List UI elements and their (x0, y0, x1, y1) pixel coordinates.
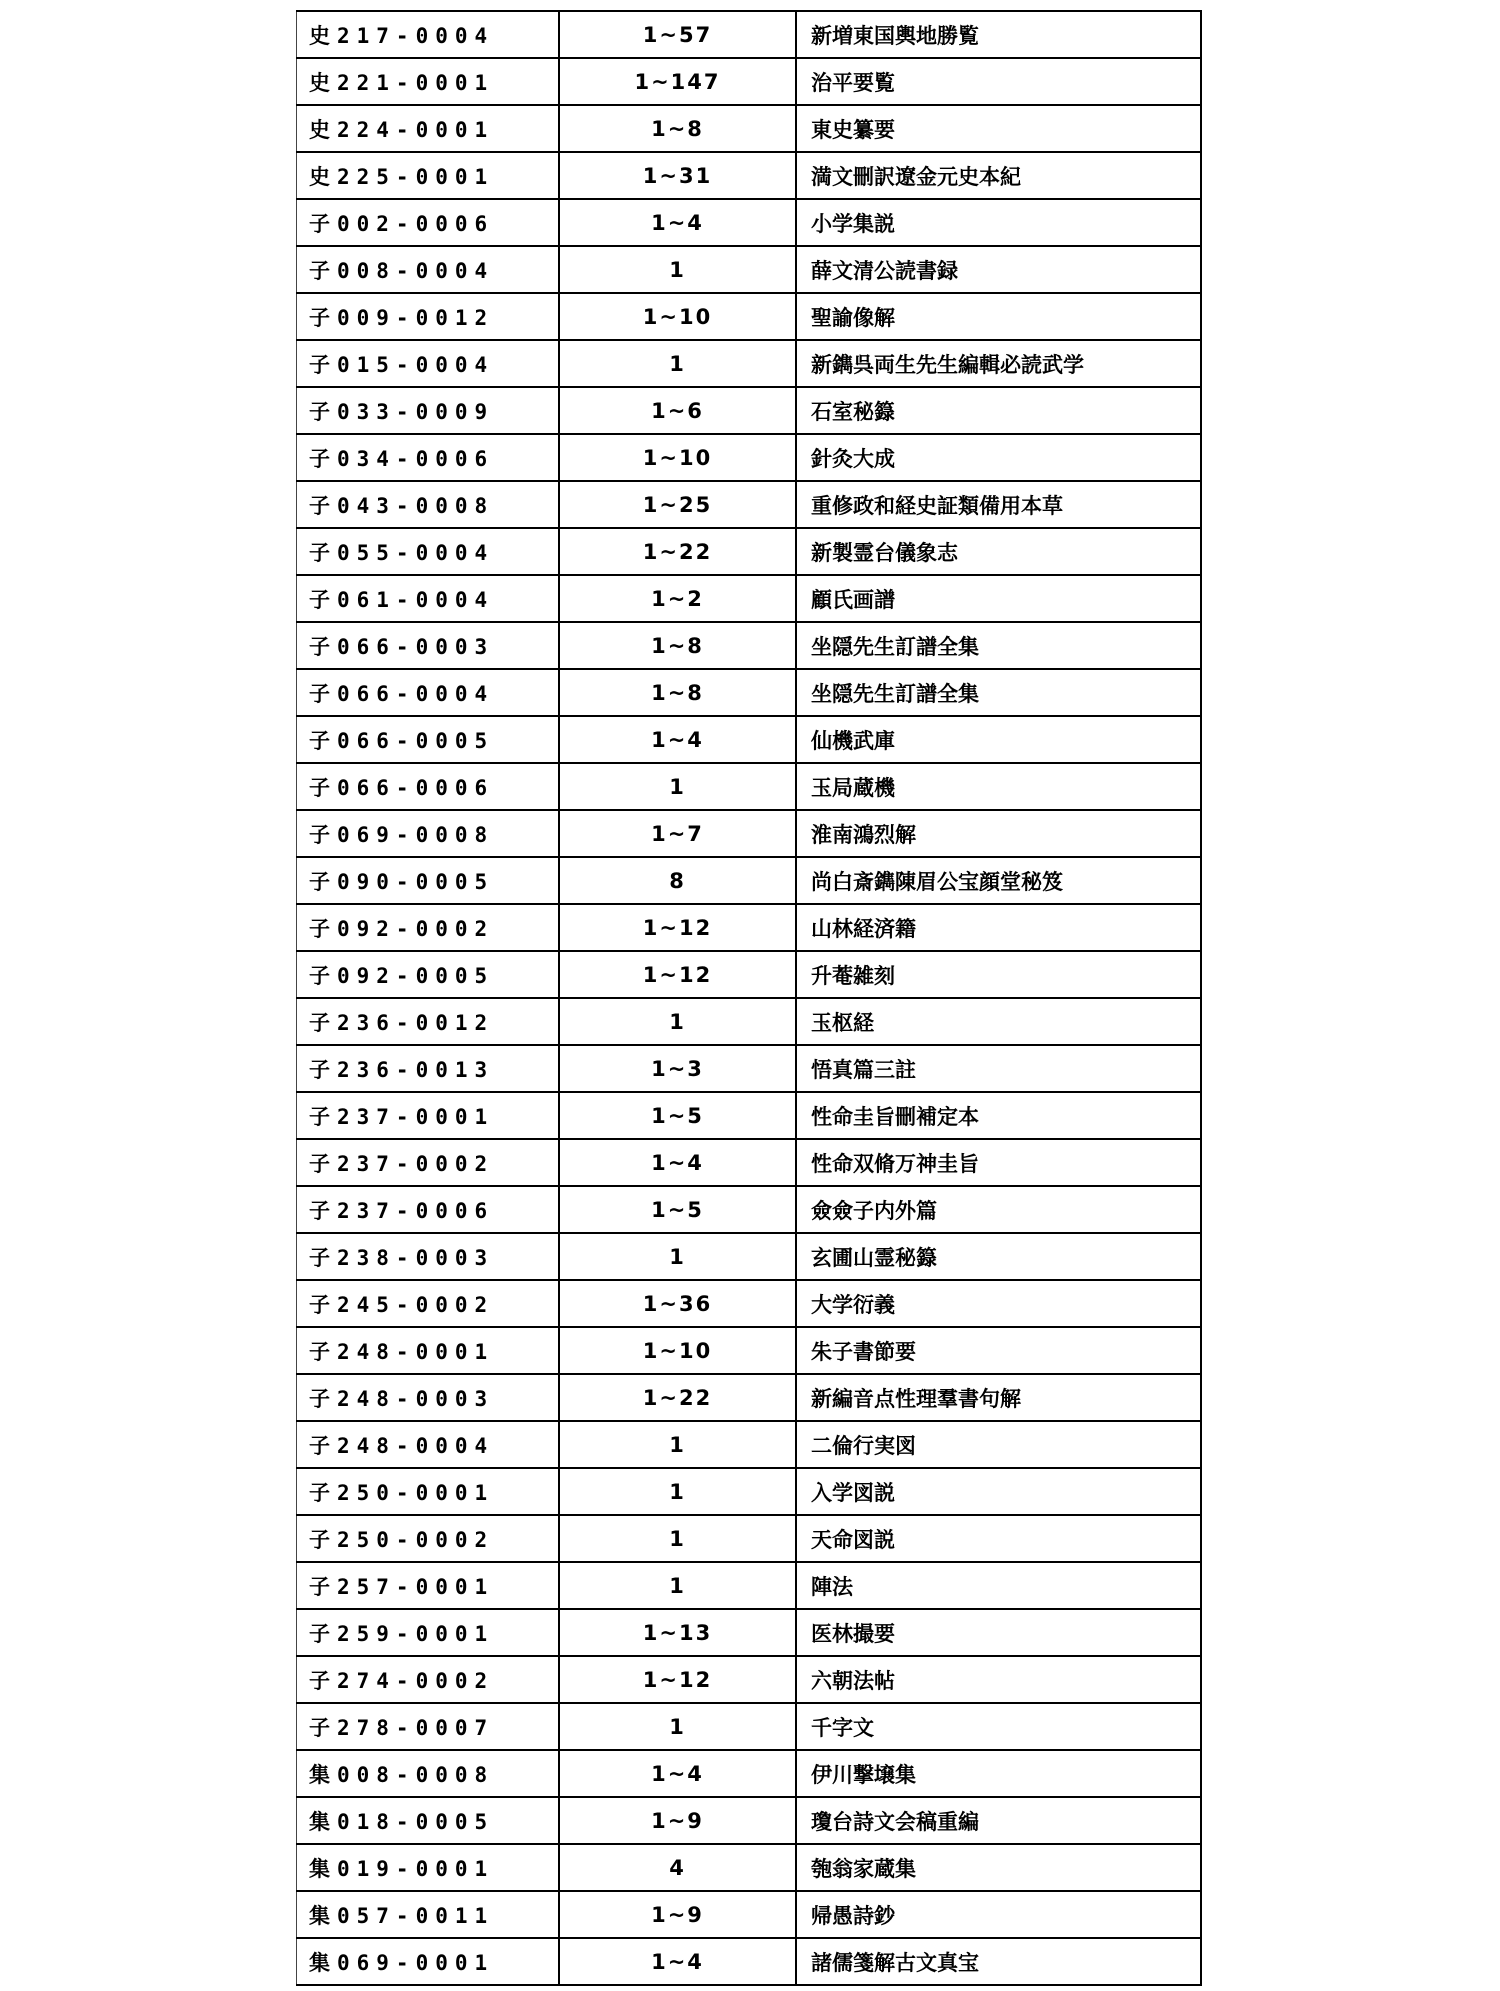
table-row (297, 904, 1202, 951)
call-number-cell: 子090-0005 (297, 857, 560, 904)
table-row (297, 1562, 1202, 1609)
table-row (297, 857, 1202, 904)
title-cell: 陣法 (796, 1562, 1201, 1609)
title-cell: 六朝法帖 (796, 1656, 1201, 1703)
call-number-cell: 子092-0005 (297, 951, 560, 998)
call-number-cell: 子066-0004 (297, 669, 560, 716)
title-cell: 悟真篇三註 (796, 1045, 1201, 1092)
table-row (297, 575, 1202, 622)
volumes-cell: 1~36 (559, 1280, 796, 1327)
table-row (297, 293, 1202, 340)
call-number-cell: 子250-0001 (297, 1468, 560, 1515)
title-cell: 玄圃山霊秘籙 (796, 1233, 1201, 1280)
volumes-cell: 1~4 (559, 199, 796, 246)
title-cell: 朱子書節要 (796, 1327, 1201, 1374)
volumes-cell: 1 (559, 1421, 796, 1468)
table-row (297, 1844, 1202, 1891)
title-cell: 升菴雑刻 (796, 951, 1201, 998)
table-row (297, 528, 1202, 575)
title-cell: 坐隠先生訂譜全集 (796, 622, 1201, 669)
call-number-cell: 子250-0002 (297, 1515, 560, 1562)
table-row (297, 11, 1202, 58)
call-number-cell: 子069-0008 (297, 810, 560, 857)
catalog-table (296, 10, 1202, 1986)
call-number-cell: 集018-0005 (297, 1797, 560, 1844)
title-cell: 仙機武庫 (796, 716, 1201, 763)
call-number-cell: 集057-0011 (297, 1891, 560, 1938)
volumes-cell: 1~9 (559, 1797, 796, 1844)
table-row (297, 1656, 1202, 1703)
table-row (297, 434, 1202, 481)
call-number-cell: 集069-0001 (297, 1938, 560, 1985)
table-row (297, 1703, 1202, 1750)
call-number-cell: 子236-0013 (297, 1045, 560, 1092)
volumes-cell: 1~4 (559, 1938, 796, 1985)
volumes-cell: 1~22 (559, 1374, 796, 1421)
volumes-cell: 1~6 (559, 387, 796, 434)
table-row (297, 1750, 1202, 1797)
title-cell: 満文刪訳遼金元史本紀 (796, 152, 1201, 199)
title-cell: 石室秘籙 (796, 387, 1201, 434)
volumes-cell: 1~10 (559, 293, 796, 340)
call-number-cell: 子033-0009 (297, 387, 560, 434)
table-row (297, 763, 1202, 810)
volumes-cell: 8 (559, 857, 796, 904)
volumes-cell: 1~8 (559, 105, 796, 152)
volumes-cell: 1 (559, 246, 796, 293)
table-row (297, 998, 1202, 1045)
volumes-cell: 1~12 (559, 1656, 796, 1703)
call-number-cell: 子248-0001 (297, 1327, 560, 1374)
volumes-cell: 1~4 (559, 716, 796, 763)
title-cell: 伊川撃壌集 (796, 1750, 1201, 1797)
volumes-cell: 1~7 (559, 810, 796, 857)
volumes-cell: 1~13 (559, 1609, 796, 1656)
table-row (297, 1938, 1202, 1985)
title-cell: 二倫行実図 (796, 1421, 1201, 1468)
table-row (297, 1233, 1202, 1280)
volumes-cell: 1~2 (559, 575, 796, 622)
table-row (297, 951, 1202, 998)
call-number-cell: 子237-0001 (297, 1092, 560, 1139)
catalog-table-body (297, 11, 1202, 1985)
table-row (297, 810, 1202, 857)
call-number-cell: 子015-0004 (297, 340, 560, 387)
table-row (297, 622, 1202, 669)
title-cell: 玉枢経 (796, 998, 1201, 1045)
title-cell: 新鐫呉両生先生編輯必読武学 (796, 340, 1201, 387)
title-cell: 瓊台詩文会稿重編 (796, 1797, 1201, 1844)
table-row (297, 1139, 1202, 1186)
table-row (297, 340, 1202, 387)
call-number-cell: 子009-0012 (297, 293, 560, 340)
table-row (297, 1186, 1202, 1233)
title-cell: 治平要覧 (796, 58, 1201, 105)
table-row (297, 1609, 1202, 1656)
call-number-cell: 子066-0006 (297, 763, 560, 810)
table-row (297, 58, 1202, 105)
title-cell: 小学集説 (796, 199, 1201, 246)
title-cell: 千字文 (796, 1703, 1201, 1750)
table-row (297, 716, 1202, 763)
call-number-cell: 史225-0001 (297, 152, 560, 199)
title-cell: 天命図説 (796, 1515, 1201, 1562)
title-cell: 山林経済籍 (796, 904, 1201, 951)
title-cell: 淮南鴻烈解 (796, 810, 1201, 857)
title-cell: 性命双脩万神圭旨 (796, 1139, 1201, 1186)
table-row (297, 1891, 1202, 1938)
volumes-cell: 1~12 (559, 951, 796, 998)
volumes-cell: 1~57 (559, 11, 796, 58)
title-cell: 尚白斎鐫陳眉公宝顔堂秘笈 (796, 857, 1201, 904)
call-number-cell: 子259-0001 (297, 1609, 560, 1656)
table-row (297, 246, 1202, 293)
title-cell: 性命圭旨刪補定本 (796, 1092, 1201, 1139)
title-cell: 医林撮要 (796, 1609, 1201, 1656)
call-number-cell: 集008-0008 (297, 1750, 560, 1797)
table-row (297, 1468, 1202, 1515)
table-row (297, 1280, 1202, 1327)
volumes-cell: 1~9 (559, 1891, 796, 1938)
call-number-cell: 子237-0002 (297, 1139, 560, 1186)
title-cell: 重修政和経史証類備用本草 (796, 481, 1201, 528)
title-cell: 新増東国輿地勝覧 (796, 11, 1201, 58)
title-cell: 帰愚詩鈔 (796, 1891, 1201, 1938)
volumes-cell: 1~10 (559, 1327, 796, 1374)
table-row (297, 481, 1202, 528)
volumes-cell: 1 (559, 1468, 796, 1515)
table-row (297, 1374, 1202, 1421)
call-number-cell: 子043-0008 (297, 481, 560, 528)
title-cell: 新製霊台儀象志 (796, 528, 1201, 575)
title-cell: 薛文清公読書録 (796, 246, 1201, 293)
table-row (297, 1797, 1202, 1844)
volumes-cell: 1~3 (559, 1045, 796, 1092)
volumes-cell: 1~4 (559, 1750, 796, 1797)
volumes-cell: 1 (559, 763, 796, 810)
volumes-cell: 1 (559, 340, 796, 387)
table-row (297, 199, 1202, 246)
call-number-cell: 史221-0001 (297, 58, 560, 105)
call-number-cell: 子034-0006 (297, 434, 560, 481)
volumes-cell: 1 (559, 1515, 796, 1562)
title-cell: 針灸大成 (796, 434, 1201, 481)
volumes-cell: 1 (559, 998, 796, 1045)
title-cell: 匏翁家蔵集 (796, 1844, 1201, 1891)
call-number-cell: 子238-0003 (297, 1233, 560, 1280)
volumes-cell: 1 (559, 1562, 796, 1609)
volumes-cell: 1~25 (559, 481, 796, 528)
volumes-cell: 1~31 (559, 152, 796, 199)
table-row (297, 1092, 1202, 1139)
call-number-cell: 子257-0001 (297, 1562, 560, 1609)
table-row (297, 152, 1202, 199)
call-number-cell: 集019-0001 (297, 1844, 560, 1891)
call-number-cell: 子278-0007 (297, 1703, 560, 1750)
title-cell: 大学衍義 (796, 1280, 1201, 1327)
call-number-cell: 子055-0004 (297, 528, 560, 575)
title-cell: 僉僉子内外篇 (796, 1186, 1201, 1233)
call-number-cell: 子248-0003 (297, 1374, 560, 1421)
title-cell: 東史纂要 (796, 105, 1201, 152)
title-cell: 諸儒箋解古文真宝 (796, 1938, 1201, 1985)
title-cell: 坐隠先生訂譜全集 (796, 669, 1201, 716)
volumes-cell: 1~22 (559, 528, 796, 575)
call-number-cell: 子092-0002 (297, 904, 560, 951)
table-row (297, 1421, 1202, 1468)
volumes-cell: 1 (559, 1233, 796, 1280)
volumes-cell: 1~10 (559, 434, 796, 481)
volumes-cell: 1~12 (559, 904, 796, 951)
title-cell: 聖諭像解 (796, 293, 1201, 340)
table-row (297, 1045, 1202, 1092)
call-number-cell: 子061-0004 (297, 575, 560, 622)
title-cell: 顧氏画譜 (796, 575, 1201, 622)
volumes-cell: 4 (559, 1844, 796, 1891)
call-number-cell: 史217-0004 (297, 11, 560, 58)
call-number-cell: 子237-0006 (297, 1186, 560, 1233)
call-number-cell: 子245-0002 (297, 1280, 560, 1327)
call-number-cell: 子008-0004 (297, 246, 560, 293)
title-cell: 入学図説 (796, 1468, 1201, 1515)
table-row (297, 387, 1202, 434)
table-row (297, 1515, 1202, 1562)
title-cell: 新編音点性理羣書句解 (796, 1374, 1201, 1421)
volumes-cell: 1~147 (559, 58, 796, 105)
call-number-cell: 子066-0005 (297, 716, 560, 763)
volumes-cell: 1 (559, 1703, 796, 1750)
call-number-cell: 子236-0012 (297, 998, 560, 1045)
table-row (297, 669, 1202, 716)
title-cell: 玉局蔵機 (796, 763, 1201, 810)
volumes-cell: 1~8 (559, 622, 796, 669)
volumes-cell: 1~5 (559, 1186, 796, 1233)
call-number-cell: 子002-0006 (297, 199, 560, 246)
call-number-cell: 子274-0002 (297, 1656, 560, 1703)
volumes-cell: 1~4 (559, 1139, 796, 1186)
volumes-cell: 1~5 (559, 1092, 796, 1139)
volumes-cell: 1~8 (559, 669, 796, 716)
table-row (297, 1327, 1202, 1374)
call-number-cell: 子066-0003 (297, 622, 560, 669)
call-number-cell: 史224-0001 (297, 105, 560, 152)
call-number-cell: 子248-0004 (297, 1421, 560, 1468)
table-row (297, 105, 1202, 152)
